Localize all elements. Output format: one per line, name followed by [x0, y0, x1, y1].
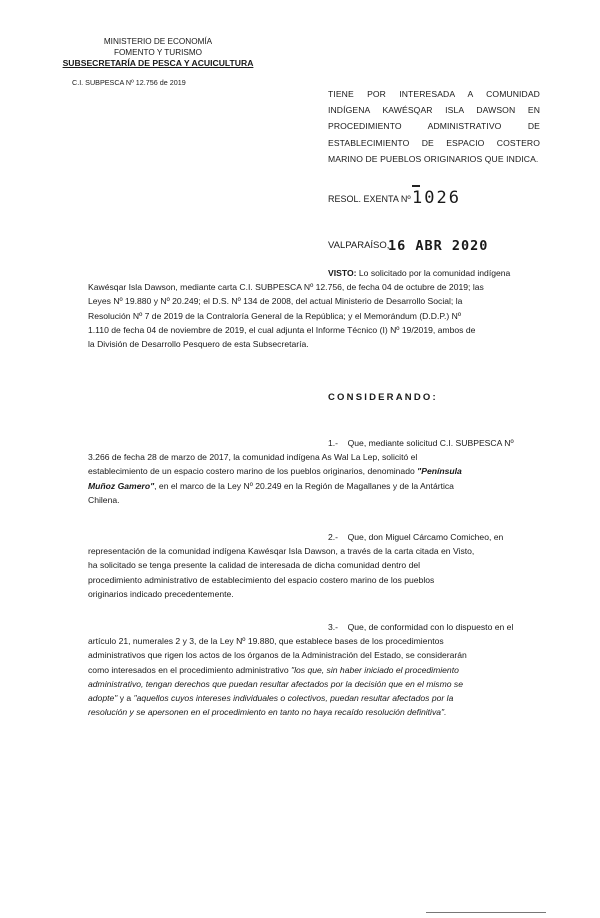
paragraph-first-line: [88, 436, 540, 450]
resolution-title: [328, 86, 540, 167]
paragraph-text: Que, don Miguel Cárcamo Comicheo, en: [347, 532, 504, 542]
paragraph-number: 3.-: [328, 622, 339, 632]
paragraph-line: administrativo, tengan derechos que puedan resultar afectados por la decisión que en el mismo se: [88, 678, 464, 689]
paragraph-text: como interesados en el procedimiento administrativo: [88, 664, 292, 675]
reference-number: C.I. SUBPESCA Nº 12.756 de 2019: [72, 78, 186, 87]
subsecretaria-name: SUBSECRETARÍA DE PESCA Y ACUICULTURA: [62, 58, 254, 68]
paragraph-first-line: [88, 620, 540, 634]
title-line: ESTABLECIMIENTO DE ESPACIO COSTERO: [328, 137, 540, 148]
paragraph-text: y a: [117, 693, 134, 704]
considerando-paragraph-1: [88, 436, 540, 507]
visto-line: Resolución Nº 7 de 2019 de la Contraloría General de la República; y el Memorándum (D.D.P.) Nº: [88, 310, 461, 321]
date-stamp: 16 ABR 2020: [388, 238, 489, 254]
visto-line: 1.110 de fecha 04 de noviembre de 2019, el cual adjunta el Informe Técnico (I) Nº 19/2019, ambos de: [88, 324, 476, 335]
paragraph-number: 2.-: [328, 532, 339, 542]
visto-line: la División de Desarrollo Pesquero de esta Subsecretaría.: [88, 339, 309, 350]
title-line: INDÍGENA KAWÉSQAR ISLA DAWSON EN: [328, 105, 540, 116]
emphasis-text: "Península: [417, 466, 462, 477]
paragraph-line: procedimiento administrativo de establecimiento del espacio costero marino de los pueblos: [88, 574, 435, 585]
quoted-text: "los que, sin haber iniciado el procedimiento: [291, 664, 459, 675]
paragraph-line: [88, 464, 540, 478]
visto-text: Lo solicitado por la comunidad indígena: [358, 268, 511, 278]
paragraph-line: [88, 479, 540, 493]
ministry-header: [58, 36, 258, 69]
considerando-paragraph-3: [88, 620, 540, 719]
paragraph-line: [88, 663, 540, 677]
stamp-mark: [412, 185, 420, 187]
place: VALPARAÍSO,: [328, 240, 390, 251]
visto-line: Leyes Nº 19.880 y Nº 20.249; el D.S. Nº 134 de 2008, del actual Ministerio de Desarrollo Social; la: [88, 296, 463, 307]
paragraph-line: representación de la comunidad indígena Kawésqar Isla Dawson, a través de la carta citada en Visto,: [88, 546, 475, 557]
paragraph-line: Chilena.: [88, 494, 120, 505]
title-line: TIENE POR INTERESADA A COMUNIDAD: [328, 89, 540, 99]
paragraph-line: [88, 691, 540, 705]
paragraph-line: artículo 21, numerales 2 y 3, de la Ley Nº 19.880, que establece bases de los procedimientos: [88, 636, 444, 647]
considerando-paragraph-2: [88, 530, 540, 601]
visto-section: [88, 266, 540, 351]
ministry-name: MINISTERIO DE ECONOMÍA: [103, 37, 213, 46]
paragraph-text: Que, de conformidad con lo dispuesto en el: [347, 622, 514, 632]
resolution-number: 1026: [412, 188, 461, 208]
title-line: PROCEDIMIENTO ADMINISTRATIVO DE: [328, 121, 540, 132]
emphasis-text: Muñoz Gamero": [88, 480, 155, 491]
paragraph-text: Que, mediante solicitud C.I. SUBPESCA Nº: [347, 438, 514, 448]
paragraph-number: 1.-: [328, 438, 339, 448]
paragraph-line: originarios indicado precedentemente.: [88, 588, 234, 599]
resolution-label: RESOL. EXENTA Nº: [328, 194, 411, 204]
paragraph-line: resolución y se apersonen en el procedimiento en tanto no haya recaído resolución definitiva".: [88, 707, 447, 718]
visto-first-line: [88, 266, 540, 280]
visto-line: Kawésqar Isla Dawson, mediante carta C.I. SUBPESCA Nº 12.756, de fecha 04 de octubre de 2019; las: [88, 282, 484, 293]
ministry-subtitle: FOMENTO Y TURISMO: [113, 48, 203, 57]
page-edge-mark: [426, 912, 546, 913]
paragraph-line: 3.266 de fecha 28 de marzo de 2017, la comunidad indígena As Wal La Lep, solicitó el: [88, 452, 418, 463]
visto-label: VISTO:: [328, 268, 357, 278]
paragraph-text: , en el marco de la Ley Nº 20.249 en la Región de Magallanes y de la Antártica: [154, 480, 454, 491]
paragraph-line: administrativos que rigen los actos de los órganos de la Administración del Estado, se considerarán: [88, 650, 467, 661]
quoted-text: adopte": [88, 693, 118, 704]
paragraph-text: establecimiento de un espacio costero marino de los pueblos originarios, denominado: [88, 466, 418, 477]
quoted-text: "aquellos cuyos intereses individuales o colectivos, puedan resultar afectados por la: [133, 693, 454, 704]
considerando-heading: CONSIDERANDO:: [328, 392, 438, 403]
paragraph-first-line: [88, 530, 540, 544]
paragraph-line: ha solicitado se tenga presente la calidad de interesada de dicha comunidad dentro del: [88, 560, 421, 571]
title-line: MARINO DE PUEBLOS ORIGINARIOS QUE INDICA.: [328, 153, 539, 164]
